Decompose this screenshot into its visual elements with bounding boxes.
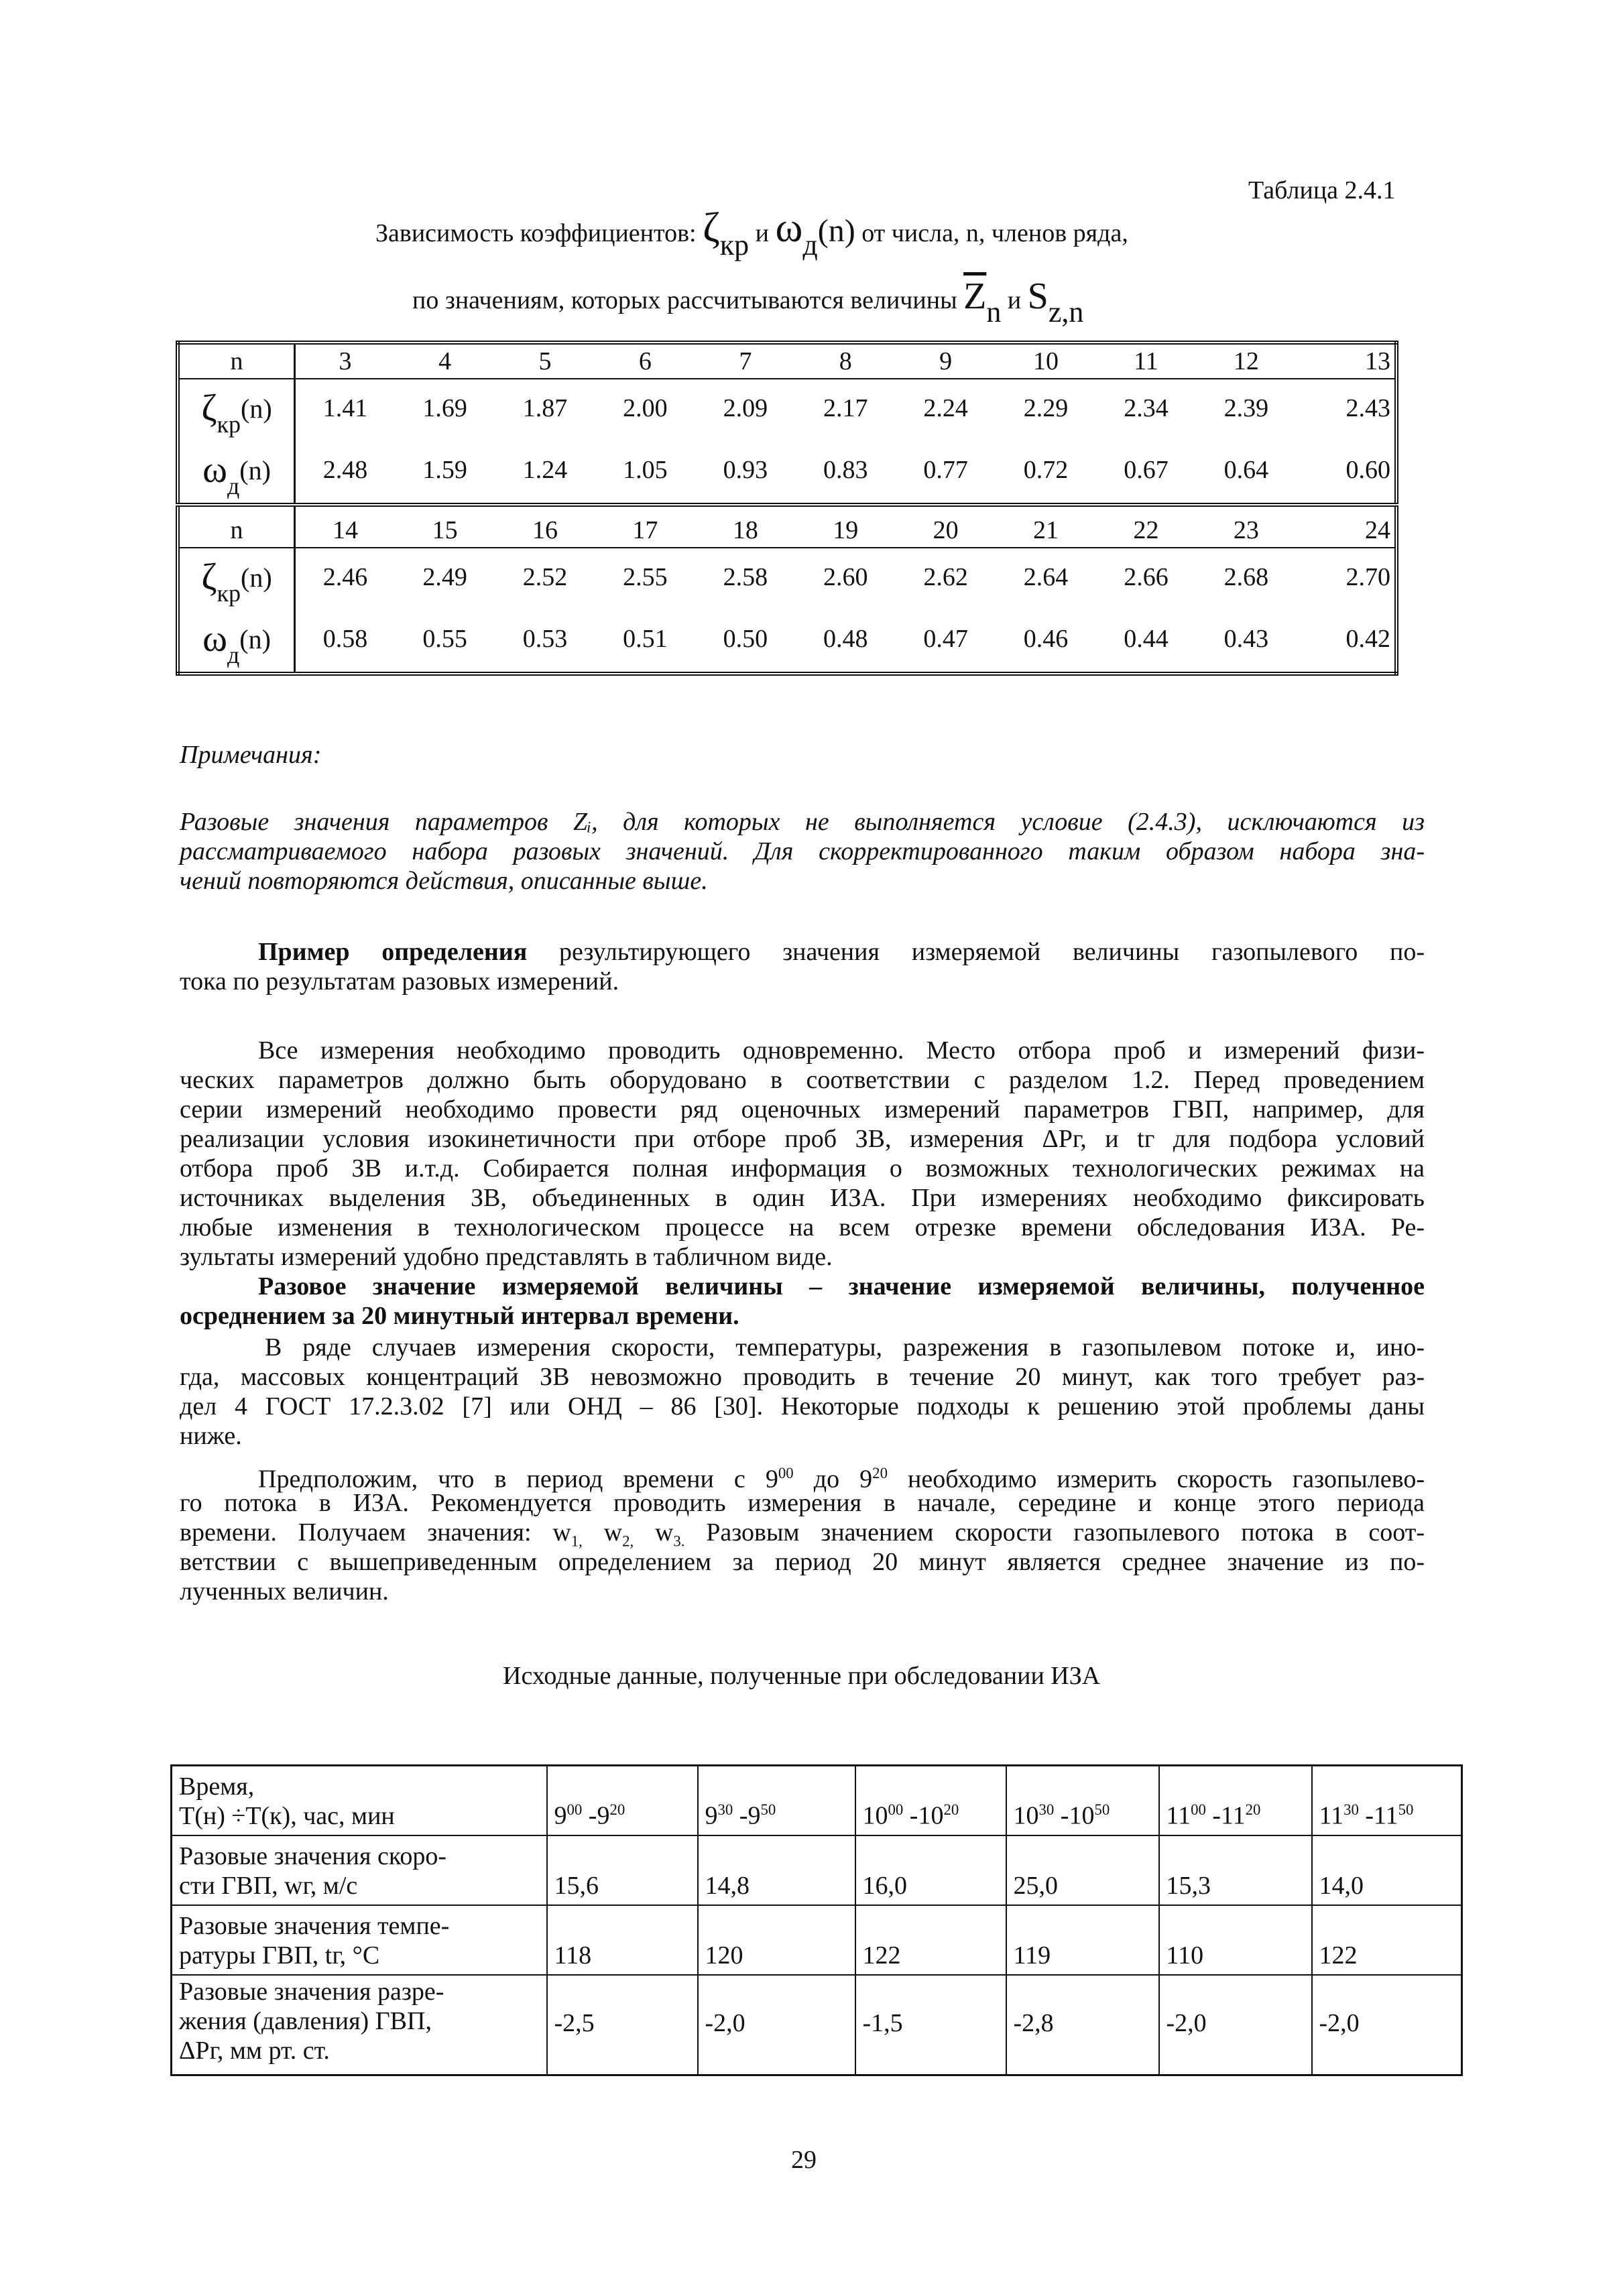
paragraph-line: зультаты измерений удобно представлять в табличном виде. (180, 1243, 833, 1271)
n-cell: 5 (495, 343, 595, 379)
table-row (178, 379, 1396, 437)
omega-cell: 0.50 (723, 625, 768, 653)
time-cell: $10^{30}$ $-10^{50}$ (1006, 1766, 1159, 1835)
n-cell: 24 (1297, 513, 1396, 548)
value-cell: -2,0 (698, 1975, 855, 2075)
zeta-cell: 2.00 (623, 394, 668, 422)
table-separator (178, 505, 1396, 513)
n-cell: 11 (1096, 343, 1196, 379)
n-cell: 7 (695, 343, 795, 379)
value-cell: 120 (698, 1905, 855, 1975)
paragraph-line: источниках выделения ЗВ, объединенных в один ИЗА. При измерениях необходимо фиксировать (180, 1184, 1425, 1212)
value-cell: 122 (855, 1905, 1006, 1975)
zeta-cell: 2.39 (1223, 394, 1269, 422)
zeta-cell: 2.49 (422, 563, 467, 591)
paragraph-line: го потока в ИЗА. Рекомендуется проводить измерения в начале, середине и конце этого периода (180, 1489, 1425, 1517)
data-table-title: Исходные данные, полученные при обследовании ИЗА (503, 1662, 1101, 1690)
note-line: чений повторяются действия, описанные выше. (180, 867, 708, 895)
omega-label: ωд(n) (178, 606, 295, 674)
time-cell: $9^{00}$ $-9^{20}$ (547, 1766, 698, 1835)
example-line1 (258, 937, 1425, 967)
row-label-cell: Разовые значения темпе- ратуры ГВП, tг, °С (172, 1905, 547, 1975)
time-cell: $10^{00}$ $-10^{20}$ (855, 1766, 1006, 1835)
omega-cell: 2.48 (322, 456, 368, 484)
zeta-cell: 2.64 (1023, 563, 1069, 591)
omega-cell: 0.77 (923, 456, 968, 484)
page-number: 29 (791, 2146, 817, 2174)
paragraph-line: Предположим, что в период времени с $9^{00}$ до $9^{20}$ необходимо измерить скорость газопылево- (258, 1465, 1425, 1494)
n-cell: 9 (896, 343, 996, 379)
omega-cell: 0.72 (1023, 456, 1069, 484)
n-cell: 21 (996, 513, 1095, 548)
zeta-cell: 1.41 (322, 394, 368, 422)
table-label: Таблица 2.4.1 (1248, 176, 1396, 204)
zeta-cell: 2.17 (823, 394, 868, 422)
n-cell: 17 (595, 513, 695, 548)
omega-cell: 0.43 (1223, 625, 1269, 653)
zeta-cell: 2.43 (1345, 394, 1390, 422)
zeta-cell: 2.66 (1124, 563, 1169, 591)
title1-arg: (n) (817, 213, 855, 249)
paragraph-line: Все измерения необходимо проводить одновременно. Место отбора проб и измерений физи- (258, 1036, 1425, 1065)
note-line: рассматриваемого набора разовых значений. Для скорректированного таким образом набора зна- (180, 837, 1425, 865)
value-cell: -2,0 (1312, 1975, 1462, 2075)
zeta-cell: 2.46 (322, 563, 368, 591)
table-title-line1 (375, 205, 1128, 261)
omega-cell: 0.83 (823, 456, 868, 484)
zeta-label: ζкр(n) (178, 379, 295, 437)
value-cell: 110 (1159, 1905, 1312, 1975)
note-line: Разовые значения параметров Zᵢ, для которых не выполняется условие (2.4.3), исключаются из (180, 808, 1425, 836)
zeta-cell: 1.69 (422, 394, 467, 422)
zeta-cell: 2.34 (1124, 394, 1169, 422)
zeta-cell: 2.29 (1023, 394, 1069, 422)
paragraph-line: гда, массовых концентраций ЗВ невозможно проводить в течение 20 минут, как того требует раз- (180, 1363, 1425, 1391)
n-cell: 19 (796, 513, 896, 548)
definition-line: Разовое значение измеряемой величины – значение измеряемой величины, полученное (258, 1272, 1425, 1301)
paragraph-line: ветствии с вышеприведенным определением за период 20 минут является среднее значение из по- (180, 1548, 1425, 1576)
table-row (172, 1975, 1462, 2075)
omega-cell: 0.44 (1124, 625, 1169, 653)
time-cell: $11^{30}$ $-11^{50}$ (1312, 1766, 1462, 1835)
s-symbol: S (1027, 276, 1049, 317)
paragraph-line: ческих параметров должно быть оборудовано в соответствии с разделом 1.2. Перед проведением (180, 1066, 1425, 1094)
zeta-cell: 2.58 (723, 563, 768, 591)
z-mean-subscript: n (986, 296, 1002, 328)
notes-heading: Примечания: (180, 741, 322, 769)
survey-data-table (170, 1764, 1463, 2076)
example-rest: результирующего значения измеряемой величины газопылевого по- (559, 938, 1425, 966)
paragraph-line: лученных величин. (180, 1577, 389, 1606)
zeta-cell: 2.62 (923, 563, 968, 591)
omega-cell: 0.51 (623, 625, 668, 653)
value-cell: 16,0 (855, 1835, 1006, 1905)
value-cell: 25,0 (1006, 1835, 1159, 1905)
title1-and: и (755, 219, 770, 247)
n-cell: 4 (395, 343, 495, 379)
omega-symbol: ω (775, 205, 803, 251)
omega-cell: 0.64 (1223, 456, 1269, 484)
title1-prefix: Зависимость коэффициентов: (375, 219, 697, 247)
zeta-label: ζкр(n) (178, 548, 295, 606)
value-cell: -2,0 (1159, 1975, 1312, 2075)
paragraph-line: реализации условия изокинетичности при отборе проб ЗВ, измерения ΔPг, и tг для подбора условий (180, 1125, 1425, 1153)
coefficient-table (176, 341, 1398, 676)
zeta-cell: 1.87 (522, 394, 568, 422)
value-cell: 14,0 (1312, 1835, 1462, 1905)
omega-cell: 0.48 (823, 625, 868, 653)
z-mean-symbol: $\overline{Z}$ (963, 276, 987, 317)
table-row (178, 513, 1396, 548)
n-cell: 13 (1297, 343, 1396, 379)
title2-and: и (1007, 286, 1022, 314)
paragraph-line: любые изменения в технологическом процессе на всем отрезке времени обследования ИЗА. Ре- (180, 1213, 1425, 1242)
example-line2: тока по результатам разовых измерений. (180, 967, 619, 995)
value-cell: 14,8 (698, 1835, 855, 1905)
value-cell: 15,6 (547, 1835, 698, 1905)
value-cell: 122 (1312, 1905, 1462, 1975)
s-subscript: z,n (1048, 296, 1084, 328)
n-cell: 22 (1096, 513, 1196, 548)
paragraph-line: дел 4 ГОСТ 17.2.3.02 [7] или ОНД – 86 [30]. Некоторые подходы к решению этой проблемы даны (180, 1392, 1425, 1421)
table-title-line2 (412, 276, 1084, 328)
n-cell: 16 (495, 513, 595, 548)
omega-cell: 0.58 (322, 625, 368, 653)
n-cell: 20 (896, 513, 996, 548)
omega-cell: 1.05 (623, 456, 668, 484)
table-row (172, 1905, 1462, 1975)
value-cell: -2,5 (547, 1975, 698, 2075)
n-cell: 3 (295, 343, 395, 379)
n-cell: 10 (996, 343, 1095, 379)
table-row (178, 343, 1396, 379)
n-cell: 14 (295, 513, 395, 548)
example-bold: Пример определения (258, 938, 528, 966)
paragraph-line: серии измерений необходимо провести ряд оценочных измерений параметров ГВП, например, для (180, 1095, 1425, 1124)
n-cell: 12 (1196, 343, 1296, 379)
zeta-symbol: ζ (703, 205, 720, 251)
row-label-cell: Разовые значения разре- жения (давления) ГВП, ΔPг, мм рт. ст. (172, 1975, 547, 2075)
omega-cell: 0.42 (1345, 625, 1390, 653)
time-header-cell: Время, Т(н) ÷Т(к), час, мин (172, 1766, 547, 1835)
omega-cell: 0.67 (1124, 456, 1169, 484)
n-cell: 23 (1196, 513, 1296, 548)
n-cell: 8 (796, 343, 896, 379)
paragraph-line: отбора проб ЗВ и.т.д. Собирается полная информация о возможных технологических режимах на (180, 1154, 1425, 1183)
omega-label: ωд(n) (178, 437, 295, 505)
table-row (178, 606, 1396, 674)
time-cell: $9^{30}$ $-9^{50}$ (698, 1766, 855, 1835)
omega-cell: 0.53 (522, 625, 568, 653)
zeta-cell: 2.70 (1345, 563, 1390, 591)
omega-cell: 0.55 (422, 625, 467, 653)
value-cell: -2,8 (1006, 1975, 1159, 2075)
omega-cell: 1.59 (422, 456, 467, 484)
value-cell: 119 (1006, 1905, 1159, 1975)
omega-cell: 0.47 (923, 625, 968, 653)
n-cell: 6 (595, 343, 695, 379)
zeta-cell: 2.52 (522, 563, 568, 591)
value-cell: 15,3 (1159, 1835, 1312, 1905)
zeta-cell: 2.60 (823, 563, 868, 591)
table-row (172, 1766, 1462, 1835)
zeta-cell: 2.68 (1223, 563, 1269, 591)
omega-cell: 0.93 (723, 456, 768, 484)
paragraph-line: времени. Получаем значения: $w_{1,}$ $w_{2,}$ $w_{3.}$ Разовым значением скорости газопылевого потока в соот- (180, 1518, 1425, 1550)
title2-prefix: по значениям, которых рассчитываются величины (412, 286, 957, 314)
paragraph-line: ниже. (180, 1422, 242, 1450)
time-cell: $11^{00}$ $-11^{20}$ (1159, 1766, 1312, 1835)
n-cell: 15 (395, 513, 495, 548)
table-row (178, 437, 1396, 505)
table-row (178, 548, 1396, 606)
value-cell: -1,5 (855, 1975, 1006, 2075)
n-label: n (178, 513, 295, 548)
n-cell: 18 (695, 513, 795, 548)
paragraph-line: В ряде случаев измерения скорости, температуры, разрежения в газопылевом потоке и, ино- (265, 1333, 1425, 1362)
omega-cell: 0.60 (1345, 456, 1390, 484)
omega-cell: 0.46 (1023, 625, 1069, 653)
row-label-cell: Разовые значения скоро- сти ГВП, wг, м/с (172, 1835, 547, 1905)
omega-subscript: д (802, 229, 818, 261)
definition-line: осреднением за 20 минутный интервал времени. (180, 1302, 739, 1330)
table-row (172, 1835, 1462, 1905)
title1-suffix: от числа, n, членов ряда, (861, 219, 1128, 247)
n-label: n (178, 343, 295, 379)
zeta-cell: 2.24 (923, 394, 968, 422)
zeta-cell: 2.09 (723, 394, 768, 422)
value-cell: 118 (547, 1905, 698, 1975)
zeta-subscript: кр (719, 229, 750, 261)
omega-cell: 1.24 (522, 456, 568, 484)
zeta-cell: 2.55 (623, 563, 668, 591)
